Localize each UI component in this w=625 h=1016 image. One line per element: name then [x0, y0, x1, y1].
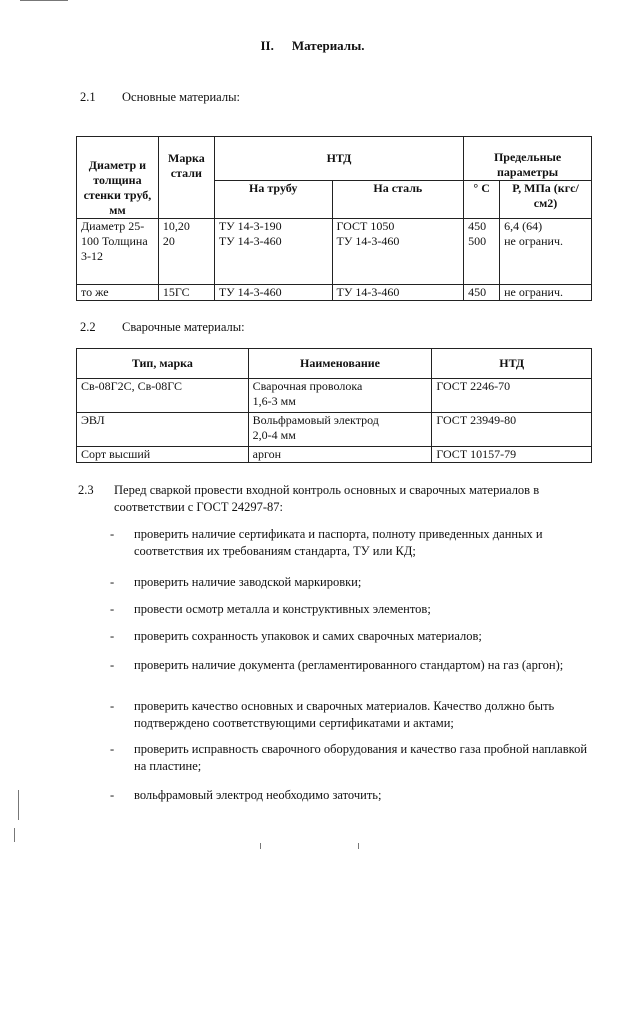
list-item: [110, 698, 595, 732]
list-dash: -: [110, 699, 115, 713]
cell-temp: 450 500: [464, 219, 500, 285]
cell-pressure: не огранич.: [500, 285, 592, 301]
header-steel-grade: Марка стали: [158, 137, 214, 219]
table-row: [77, 285, 592, 301]
list-item: [110, 574, 595, 591]
list-dash: -: [110, 629, 115, 643]
cell-ntd: ГОСТ 10157-79: [432, 447, 592, 463]
cell-ntd: ГОСТ 23949-80: [432, 413, 592, 447]
list-item-text: проверить наличие заводской маркировки;: [134, 575, 362, 589]
list-item: [110, 628, 595, 645]
section-number: 2.3: [78, 483, 94, 497]
table-row: [77, 413, 592, 447]
welding-materials-table: [76, 348, 592, 463]
section-2-1: [80, 90, 240, 105]
cell-type: ЭВЛ: [77, 413, 249, 447]
cell-temp: 450: [464, 285, 500, 301]
cell-steel: 15ГС: [158, 285, 214, 301]
list-dash: -: [110, 602, 115, 616]
scan-mark: [260, 843, 261, 849]
cell-diameter: Диаметр 25-100 Толщина 3-12: [77, 219, 159, 285]
cell-name: аргон: [248, 447, 432, 463]
header-temp: ° С: [464, 181, 500, 219]
page-title: [0, 38, 625, 54]
chapter-number: II.: [260, 38, 274, 53]
table-row: [77, 447, 592, 463]
list-item: [110, 741, 595, 775]
list-item: [110, 787, 595, 804]
scan-mark: [358, 843, 359, 849]
cell-name: Вольфрамовый электрод 2,0-4 мм: [248, 413, 432, 447]
cell-ntd: ГОСТ 2246-70: [432, 379, 592, 413]
section-title: Основные материалы:: [122, 90, 240, 104]
section-title: Сварочные материалы:: [122, 320, 245, 334]
cell-type: Сорт высший: [77, 447, 249, 463]
list-dash: -: [110, 575, 115, 589]
cell-steel: 10,20 20: [158, 219, 214, 285]
scan-mark: [14, 828, 15, 842]
table-row: [77, 219, 592, 285]
section-2-2: [80, 320, 245, 335]
list-item-text: проверить наличие сертификата и паспорта, полноту приведенных данных и соответствия их требованиям стандарта, ТУ или КД;: [134, 527, 543, 558]
list-item-text: проверить качество основных и сварочных материалов. Качество должно быть подтверждено соответствующими сертификатами и актами;: [134, 699, 555, 730]
scan-mark: [18, 790, 19, 820]
list-item-text: проверить сохранность упаковок и самих сварочных материалов;: [134, 629, 482, 643]
list-item: [110, 657, 595, 674]
list-item-text: проверить исправность сварочного оборудования и качество газа пробной наплавкой на пластине;: [134, 742, 588, 773]
list-dash: -: [110, 527, 115, 541]
header-type: Тип, марка: [77, 349, 249, 379]
header-diameter: Диаметр и толщина стенки труб, мм: [77, 137, 159, 219]
list-item-text: проверить наличие документа (регламентированного стандартом) на газ (аргон);: [134, 658, 564, 672]
header-ntd: НТД: [432, 349, 592, 379]
cell-steel-ntd: ГОСТ 1050 ТУ 14-3-460: [332, 219, 464, 285]
header-ntd: НТД: [214, 137, 463, 181]
base-materials-table: [76, 136, 592, 301]
cell-pipe-ntd: ТУ 14-3-460: [214, 285, 332, 301]
chapter-title: Материалы.: [291, 38, 365, 53]
header-limit-params: Предельные параметры: [464, 137, 592, 181]
header-name: Наименование: [248, 349, 432, 379]
list-item-text: вольфрамовый электрод необходимо заточить;: [134, 788, 382, 802]
cell-diameter: то же: [77, 285, 159, 301]
cell-name: Сварочная проволока 1,6-3 мм: [248, 379, 432, 413]
section-number: 2.2: [80, 320, 96, 334]
header-for-steel: На сталь: [332, 181, 464, 219]
cell-type: Св-08Г2С, Св-08ГС: [77, 379, 249, 413]
cell-pipe-ntd: ТУ 14-3-190 ТУ 14-3-460: [214, 219, 332, 285]
list-dash: -: [110, 788, 115, 802]
cell-pressure: 6,4 (64) не огранич.: [500, 219, 592, 285]
cell-steel-ntd: ТУ 14-3-460: [332, 285, 464, 301]
section-text-line2: соответствии с ГОСТ 24297-87:: [114, 500, 284, 514]
list-item-text: провести осмотр металла и конструктивных элементов;: [134, 602, 431, 616]
table-row: [77, 379, 592, 413]
list-dash: -: [110, 658, 115, 672]
section-text-line1: Перед сваркой провести входной контроль основных и сварочных материалов в: [114, 483, 540, 497]
list-dash: -: [110, 742, 115, 756]
section-2-3: [78, 482, 598, 516]
list-item: [110, 526, 595, 560]
list-item: [110, 601, 595, 618]
section-number: 2.1: [80, 90, 96, 104]
header-pressure: Р, МПа (кгс/см2): [500, 181, 592, 219]
scan-mark: [20, 0, 68, 1]
header-for-pipe: На трубу: [214, 181, 332, 219]
